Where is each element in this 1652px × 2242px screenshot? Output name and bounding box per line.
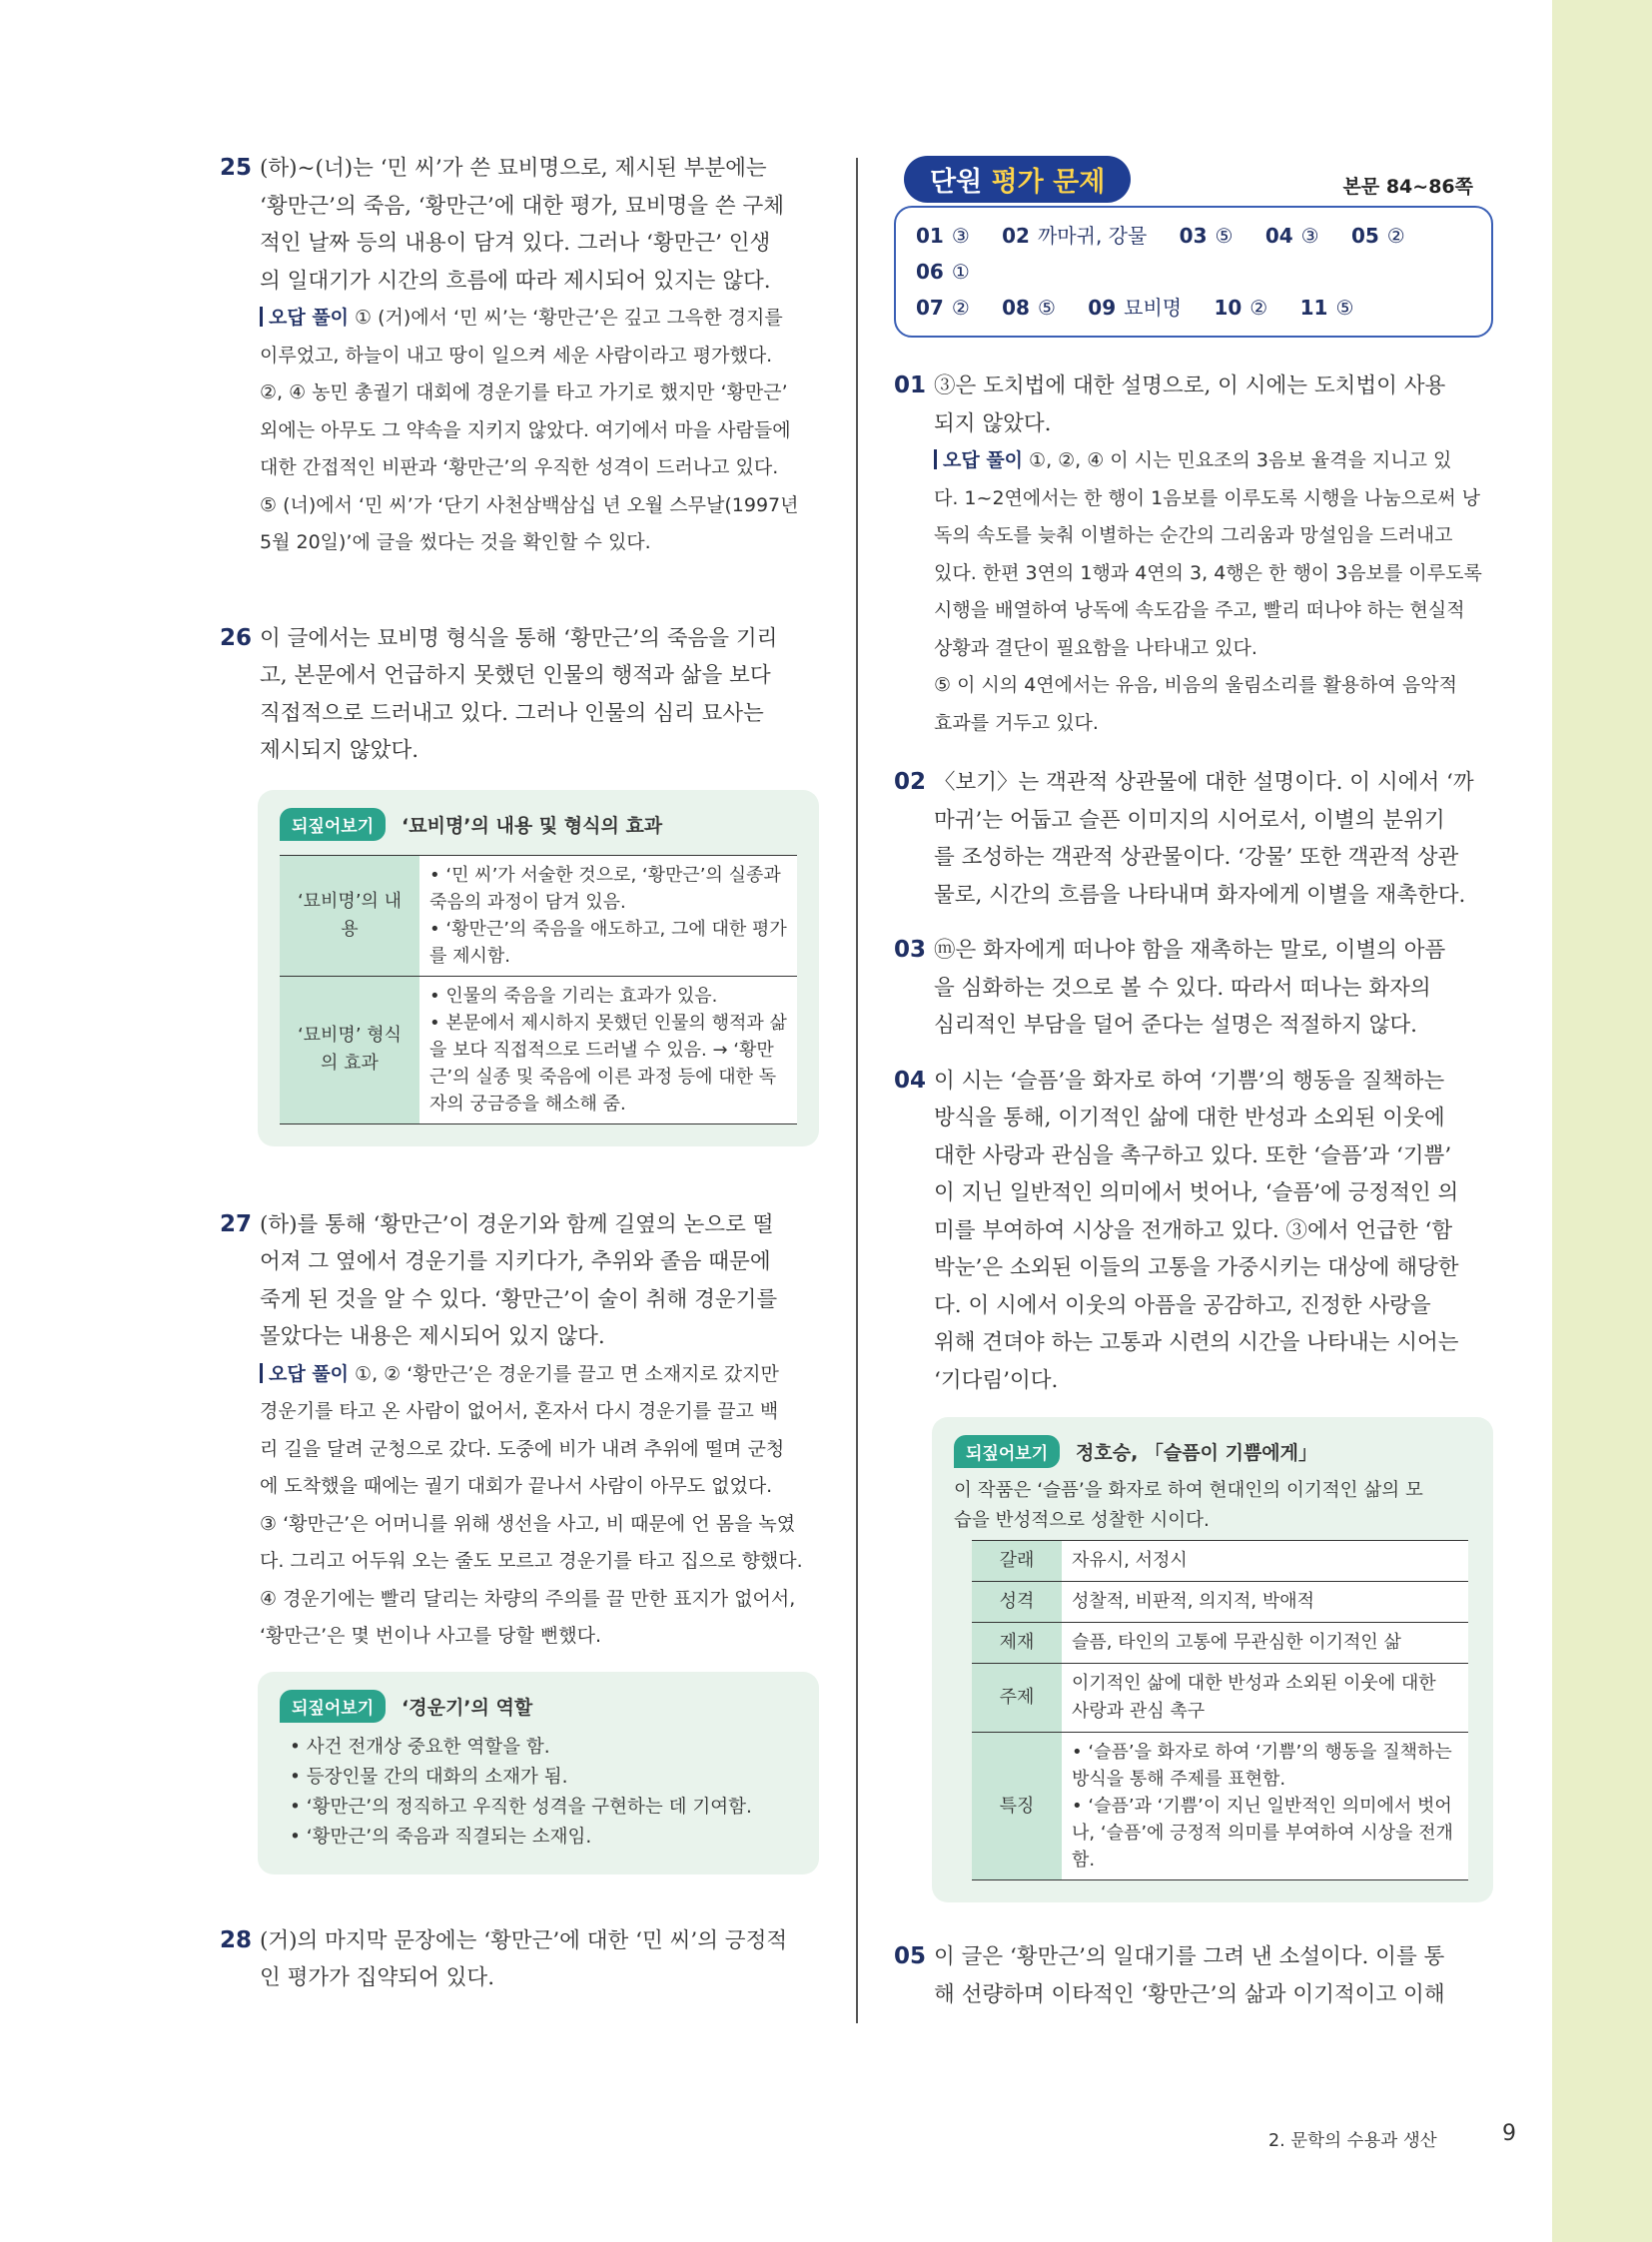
answer-item: 08 ⑤ [1002,296,1056,320]
page-reference: 본문 84~86쪽 [1342,176,1473,198]
note-line: 다. 1~2연에서는 한 행이 1음보를 이루도록 시행을 나눔으로써 낭 [934,486,1481,509]
text-line: ‘황만근’의 죽음, ‘황만근’에 대한 평가, 묘비명을 쓴 구체 [260,193,784,219]
table-row [972,1623,1468,1664]
text-line: 미를 부여하여 시상을 전개하고 있다. ③에서 언급한 ‘함 [934,1217,1453,1243]
note-line: ②, ④ 농민 총궐기 대회에 경운기를 타고 가기로 했지만 ‘황만근’ [260,381,788,403]
answer-item: 03 ⑤ [1179,224,1234,248]
answer-item: 02 까마귀, 강물 [1002,224,1148,248]
list-item: • ‘슬픔’을 화자로 하여 ‘기쁨’의 행동을 질책하는 방식을 통해 주제를 표현함. [1072,1739,1458,1793]
wrong-answer-note [260,300,819,562]
intro-line: 이 작품은 ‘슬픔’을 화자로 하여 현대인의 이기적인 삶의 모 [954,1480,1423,1501]
question-number: 28 [220,1926,253,1953]
text-line: (거)의 마지막 문장에는 ‘황만근’에 대한 ‘민 씨’의 긍정적 [260,1927,788,1953]
list-item: • ‘슬픔’과 ‘기쁨’이 지닌 일반적인 의미에서 벗어나, ‘슬픔’에 긍정적 의미를 부여하여 시상을 전개함. [1072,1793,1458,1873]
text-line: 인 평가가 집약되어 있다. [260,1965,495,1990]
side-band [1552,0,1652,2242]
row-header: 성격 [972,1582,1062,1623]
review-badge: 되짚어보기 [280,808,386,841]
review-box-poem [932,1417,1493,1902]
answer-key-box [894,206,1493,338]
wrong-answer-note [934,442,1493,742]
text-line: 〈보기〉는 객관적 상관물에 대한 설명이다. 이 시에서 ‘까 [934,770,1474,795]
row-body: 자유시, 서정시 [1062,1541,1468,1582]
note-line: 이루었고, 하늘이 내고 땅이 일으켜 세운 사람이라고 평가했다. [260,344,773,367]
answer-item: 10 ② [1214,296,1268,320]
row-header: 주제 [972,1664,1062,1733]
text-line: 마귀’는 어둡고 슬픈 이미지의 시어로서, 이별의 분위기 [934,807,1445,833]
row-header: ‘묘비명’ 형식의 효과 [280,976,419,1123]
review-badge: 되짚어보기 [954,1435,1060,1468]
text-line: 이 시는 ‘슬픔’을 화자로 하여 ‘기쁨’의 행동을 질책하는 [934,1068,1445,1094]
note-line: 시행을 배열하여 낭독에 속도감을 주고, 빨리 떠나야 하는 현실적 [934,599,1465,621]
row-body [419,976,797,1123]
row-body: 성찰적, 비판적, 의지적, 박애적 [1062,1582,1468,1623]
wrong-answer-tag: 오답 풀이 [260,1363,349,1385]
text-line: 심리적인 부담을 덜어 준다는 설명은 적절하지 않다. [934,1013,1417,1038]
note-line: 상황과 결단이 필요함을 나타내고 있다. [934,636,1257,659]
text-line: 이 지닌 일반적인 의미에서 벗어나, ‘슬픔’에 긍정적인 의 [934,1180,1459,1205]
answer-number: 01 [894,373,927,398]
unit-title-a: 단원 [930,167,983,198]
table-row [972,1582,1468,1623]
note-line: 다. 그리고 어두워 오는 줄도 모르고 경운기를 타고 집으로 향했다. [260,1550,803,1572]
list-item: • ‘민 씨’가 서술한 것으로, ‘황만근’의 실종과 죽음의 과정이 담겨 있음. [429,862,787,916]
answer-number: 04 [894,1067,927,1094]
list-item: • 등장인물 간의 대화의 소재가 됨. [290,1763,797,1793]
text-line: 죽게 된 것을 알 수 있다. ‘황만근’이 술이 취해 경운기를 [260,1286,778,1312]
wrong-answer-note [260,1356,819,1656]
note-line: 있다. 한편 3연의 1행과 4연의 3, 4행은 한 행이 3음보를 이루도록 [934,561,1482,584]
text-line: (하)~(너)는 ‘민 씨’가 쓴 묘비명으로, 제시된 부분에는 [260,156,767,181]
answer-item: 01 ③ [916,224,970,248]
list-item: • ‘황만근’의 정직하고 우직한 성격을 구현하는 데 기여함. [290,1793,797,1823]
note-line: 독의 속도를 늦춰 이별하는 순간의 그리움과 망설임을 드러내고 [934,524,1453,546]
text-line: ‘기다림’이다. [934,1367,1059,1393]
note-line: 5월 20일)’에 글을 썼다는 것을 확인할 수 있다. [260,531,651,553]
intro-line: 습을 반성적으로 성찰한 시이다. [954,1510,1210,1531]
row-header: 제재 [972,1623,1062,1664]
answer-item: 09 묘비명 [1088,296,1183,320]
answer-item: 06 ① [916,260,970,284]
note-line: 대한 간접적인 비판과 ‘황만근’의 우직한 성격이 드러나고 있다. [260,456,779,478]
review-intro [954,1476,1471,1536]
answer-row [916,290,1471,326]
note-line: ‘황만근’은 몇 번이나 사고를 당할 뻔했다. [260,1625,601,1647]
review-title: ‘묘비명’의 내용 및 형식의 효과 [402,814,663,837]
answer-04 [894,1063,1493,1400]
row-body [1062,1733,1468,1880]
unit-title [904,156,1131,203]
text-line: 이 글은 ‘황만근’의 일대기를 그려 낸 소설이다. 이를 통 [934,1944,1445,1969]
section-footer: 2. 문학의 수용과 생산 [1268,2131,1437,2151]
text-line: 방식을 통해, 이기적인 삶에 대한 반성과 소외된 이웃에 [934,1106,1445,1130]
table-row [280,976,797,1123]
row-header: ‘묘비명’의 내용 [280,855,419,976]
note-line: ③ ‘황만근’은 어머니를 위해 생선을 사고, 비 때문에 언 몸을 녹였 [260,1512,796,1535]
left-column [220,150,819,1997]
row-header: 특징 [972,1733,1062,1880]
page-number: 9 [1502,2121,1516,2146]
text-line: 물로, 시간의 흐름을 나타내며 화자에게 이별을 재촉한다. [934,882,1466,908]
text-line: 제시되지 않았다. [260,738,419,763]
unit-header [894,150,1493,206]
answer-05 [894,1938,1493,2013]
text-line: 을 심화하는 것으로 볼 수 있다. 따라서 떠나는 화자의 [934,975,1431,1001]
question-27 [220,1206,819,1656]
review-box-tiller [258,1672,819,1874]
question-number: 26 [220,624,253,651]
wrong-answer-tag: 오답 풀이 [934,449,1023,471]
row-body: 슬픔, 타인의 고통에 무관심한 이기적인 삶 [1062,1623,1468,1664]
answer-01 [894,368,1493,742]
epitaph-table [280,855,797,1124]
question-25 [220,150,819,562]
answer-item: 04 ③ [1264,224,1319,248]
text-line: 대한 사랑과 관심을 촉구하고 있다. 또한 ‘슬픔’과 ‘기쁨’ [934,1142,1452,1168]
note-line: 에 도착했을 때에는 궐기 대회가 끝나서 사람이 아무도 없었다. [260,1475,773,1497]
answer-number: 05 [894,1943,927,1969]
list-item: • 본문에서 제시하지 못했던 인물의 행적과 삶을 보다 직접적으로 드러낼 수 있음. → ‘황만근’의 실종 및 죽음에 이른 과정 등에 대한 독자의 궁금증을 해소해 줌. [429,1010,787,1118]
note-line: ⑤ 이 시의 4연에서는 유음, 비음의 울림소리를 활용하여 음악적 [934,674,1457,696]
answer-02 [894,764,1493,914]
note-line: ①, ② ‘황만근’은 경운기를 끌고 면 소재지로 갔지만 [355,1362,779,1385]
text-line: ③은 도치법에 대한 설명으로, 이 시에는 도치법이 사용 [934,374,1446,398]
list-item: • 사건 전개상 중요한 역할을 함. [290,1733,797,1763]
row-body [419,855,797,976]
note-line: ⑤ (너)에서 ‘민 씨’가 ‘단기 사천삼백삼십 년 오월 스무날(1997년 [260,493,799,516]
text-line: 다. 이 시에서 이웃의 아픔을 공감하고, 진정한 사랑을 [934,1292,1431,1318]
answer-03 [894,932,1493,1045]
text-line: 박눈’은 소외된 이들의 고통을 가중시키는 대상에 해당한 [934,1255,1459,1280]
note-line: 효과를 거두고 있다. [934,711,1099,734]
answer-item: 05 ② [1350,224,1405,248]
answer-item: 11 ⑤ [1299,296,1354,320]
answer-item: 07 ② [916,296,970,320]
note-line: 경운기를 타고 온 사람이 없어서, 혼자서 다시 경운기를 끌고 백 [260,1400,779,1422]
text-line: 어져 그 옆에서 경운기를 지키다가, 추위와 졸음 때문에 [260,1249,771,1274]
list-item: • ‘황만근’의 죽음과 직결되는 소재임. [290,1823,797,1853]
question-26 [220,620,819,770]
table-row [280,855,797,976]
note-line: ① (거)에서 ‘민 씨’는 ‘황만근’은 깊고 그윽한 경지를 [355,307,783,329]
list-item: • 인물의 죽음을 기리는 효과가 있음. [429,983,787,1010]
text-line: 몰았다는 내용은 제시되어 있지 않다. [260,1324,605,1349]
review-title: ‘경운기’의 역할 [402,1696,533,1719]
answer-number: 03 [894,937,927,963]
answer-number: 02 [894,769,927,795]
review-title: 정호승, 「슬픔이 기쁨에게」 [1076,1442,1318,1464]
column-divider [856,158,858,2023]
review-box-epitaph [258,790,819,1146]
table-row [972,1664,1468,1733]
text-line: 해 선량하며 이타적인 ‘황만근’의 삶과 이기적이고 이해 [934,1981,1445,2007]
unit-title-b: 평가 문제 [991,167,1106,198]
text-line: 를 조성하는 객관적 상관물이다. ‘강물’ 또한 객관적 상관 [934,845,1459,870]
note-line: 리 길을 달려 군청으로 갔다. 도중에 비가 내려 추위에 떨며 군청 [260,1437,785,1460]
poem-table [972,1540,1468,1880]
text-line: 고, 본문에서 언급하지 못했던 인물의 행적과 삶을 보다 [260,663,771,688]
question-number: 27 [220,1210,253,1237]
note-line: ④ 경운기에는 빨리 달리는 차량의 주의를 끌 만한 표지가 없어서, [260,1587,796,1610]
right-column [894,150,1493,2013]
question-28 [220,1922,819,1997]
wrong-answer-tag: 오답 풀이 [260,307,349,329]
note-line: 외에는 아무도 그 약속을 지키지 않았다. 여기에서 마을 사람들에 [260,418,791,441]
text-line: (하)를 통해 ‘황만근’이 경운기와 함께 길옆의 논으로 떨 [260,1211,774,1237]
question-number: 25 [220,155,253,181]
text-line: 되지 않았다. [934,410,1052,436]
row-body: 이기적인 삶에 대한 반성과 소외된 이웃에 대한 사랑과 관심 촉구 [1062,1664,1468,1733]
text-line: 적인 날짜 등의 내용이 담겨 있다. 그러나 ‘황만근’ 인생 [260,231,771,256]
review-badge: 되짚어보기 [280,1690,386,1723]
text-line: ⓜ은 화자에게 떠나야 함을 재촉하는 말로, 이별의 아픔 [934,938,1446,963]
row-header: 갈래 [972,1541,1062,1582]
text-line: 의 일대기가 시간의 흐름에 따라 제시되어 있지는 않다. [260,268,771,294]
table-row [972,1733,1468,1880]
text-line: 이 글에서는 묘비명 형식을 통해 ‘황만근’의 죽음을 기리 [260,625,778,651]
note-line: ①, ②, ④ 이 시는 민요조의 3음보 율격을 지니고 있 [1029,449,1452,471]
text-line: 직접적으로 드러내고 있다. 그러나 인물의 심리 묘사는 [260,700,764,726]
list-item: • ‘황만근’의 죽음을 애도하고, 그에 대한 평가를 제시함. [429,916,787,970]
text-line: 위해 견뎌야 하는 고통과 시련의 시간을 나타내는 시어는 [934,1330,1459,1355]
table-row [972,1541,1468,1582]
answer-row [916,218,1471,290]
